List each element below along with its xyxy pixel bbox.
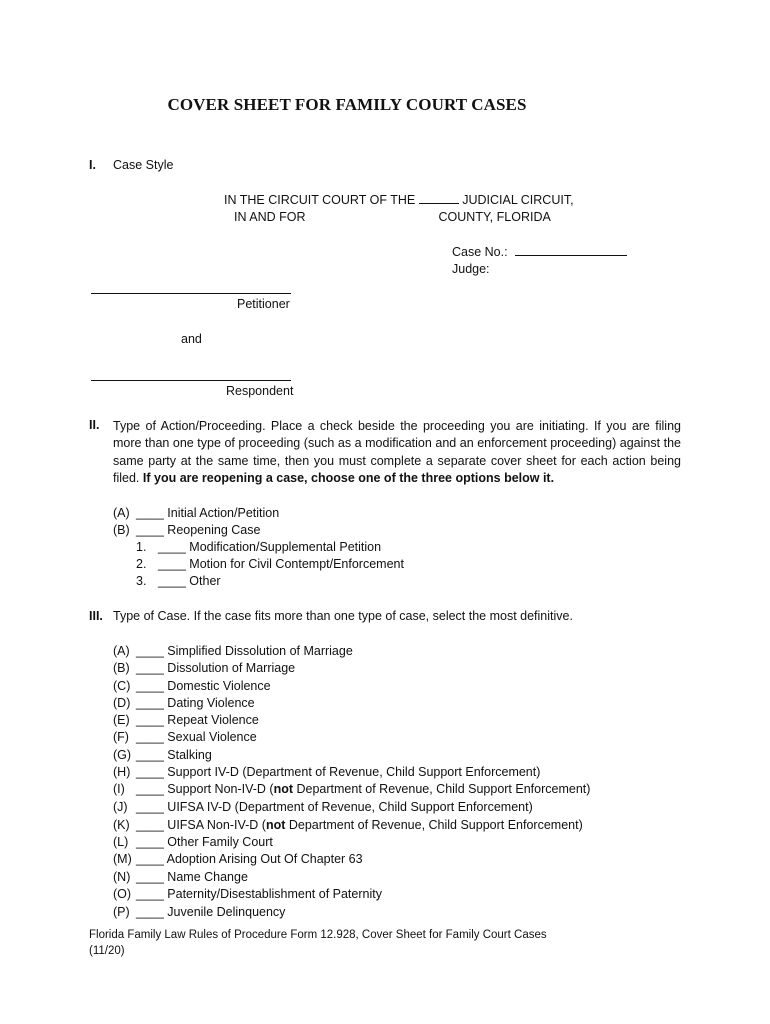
petitioner-label: Petitioner — [237, 297, 290, 311]
case-type-letter: (C) — [113, 679, 131, 693]
case-type-blank[interactable]: ____ — [136, 730, 164, 744]
option-label: Reopening Case — [167, 523, 261, 537]
section-1-number: I. — [89, 158, 96, 172]
case-type-dating-violence[interactable] — [136, 696, 255, 710]
case-type-dissolution[interactable] — [136, 661, 295, 675]
case-type-blank[interactable]: ____ — [136, 713, 164, 727]
case-type-label: Dating Violence — [167, 696, 255, 710]
case-type-label: Domestic Violence — [167, 679, 271, 693]
case-type-label: Simplified Dissolution of Marriage — [167, 644, 353, 658]
judicial-circuit-blank[interactable] — [419, 192, 459, 204]
case-type-juvenile-delinquency[interactable] — [136, 905, 285, 919]
option-letter-a: (A) — [113, 506, 130, 520]
case-number-field[interactable] — [515, 244, 627, 256]
page-footer — [89, 927, 589, 959]
case-type-label: Name Change — [167, 870, 248, 884]
suboption-blank[interactable]: ____ — [158, 557, 186, 571]
suboption-label: Other — [189, 574, 221, 588]
case-type-blank[interactable]: ____ — [136, 870, 164, 884]
case-type-letter: (J) — [113, 800, 128, 814]
case-type-stalking[interactable] — [136, 748, 212, 762]
case-type-letter: (H) — [113, 765, 131, 779]
court-line-2-end: COUNTY, FLORIDA — [438, 210, 551, 224]
section-2-text: Type of Action/Proceeding. Place a check beside the proceeding you are initiating. If you are filing more than one type of proceeding (such as a modification and an enforcement proceeding) against the same party at the same time, then you must complete a separate cover sheet for each action being filed. — [113, 419, 681, 486]
section-1-heading: Case Style — [113, 158, 174, 172]
case-type-letter: (D) — [113, 696, 131, 710]
option-reopening-case[interactable] — [136, 523, 260, 537]
suboption-label: Modification/Supplemental Petition — [189, 540, 382, 554]
suboption-modification[interactable] — [158, 540, 381, 554]
case-number-label: Case No.: — [452, 245, 508, 259]
case-type-label: Other Family Court — [167, 835, 273, 849]
case-type-blank[interactable]: ____ — [136, 818, 164, 832]
case-type-label: Support Non-IV-D (not Department of Revenue, Child Support Enforcement) — [167, 782, 591, 796]
and-label: and — [181, 332, 202, 346]
case-type-blank[interactable]: ____ — [136, 782, 164, 796]
judge-label: Judge: — [452, 262, 490, 276]
case-type-letter: (F) — [113, 730, 129, 744]
case-type-blank[interactable]: ____ — [136, 835, 164, 849]
court-line-2-start: IN AND FOR — [234, 210, 306, 224]
footer-form-reference: Florida Family Law Rules of Procedure Form 12.928, Cover Sheet for Family Court Cases — [89, 929, 547, 941]
case-type-blank[interactable]: ____ — [136, 852, 164, 866]
case-type-sexual-violence[interactable] — [136, 730, 257, 744]
option-blank[interactable]: ____ — [136, 506, 164, 520]
case-type-letter: (B) — [113, 661, 130, 675]
court-line-2 — [234, 210, 551, 224]
suboption-blank[interactable]: ____ — [158, 574, 186, 588]
case-type-label: Paternity/Disestablishment of Paternity — [167, 887, 382, 901]
respondent-line[interactable] — [91, 380, 291, 381]
suboption-number-2: 2. — [136, 557, 147, 571]
judge-row — [452, 262, 619, 276]
case-type-letter: (L) — [113, 835, 129, 849]
page-title: COVER SHEET FOR FAMILY COURT CASES — [167, 95, 527, 114]
case-type-label: Adoption Arising Out Of Chapter 63 — [166, 852, 363, 866]
suboption-label: Motion for Civil Contempt/Enforcement — [189, 557, 404, 571]
case-type-name-change[interactable] — [136, 870, 248, 884]
case-type-letter: (K) — [113, 818, 130, 832]
case-type-blank[interactable]: ____ — [136, 748, 164, 762]
court-line-1-end: JUDICIAL CIRCUIT, — [462, 193, 574, 207]
case-type-support-iv-d[interactable] — [136, 765, 540, 779]
case-type-simplified-dissolution[interactable] — [136, 644, 353, 658]
case-number-row — [452, 244, 627, 259]
case-type-letter: (I) — [113, 782, 125, 796]
case-type-letter: (N) — [113, 870, 131, 884]
option-letter-b: (B) — [113, 523, 130, 537]
case-type-blank[interactable]: ____ — [136, 644, 164, 658]
case-type-blank[interactable]: ____ — [136, 905, 164, 919]
case-type-domestic-violence[interactable] — [136, 679, 271, 693]
suboption-number-3: 3. — [136, 574, 147, 588]
case-type-repeat-violence[interactable] — [136, 713, 259, 727]
case-type-letter: (O) — [113, 887, 132, 901]
option-blank[interactable]: ____ — [136, 523, 164, 537]
case-type-label: Support IV-D (Department of Revenue, Child Support Enforcement) — [167, 765, 541, 779]
suboption-number-1: 1. — [136, 540, 147, 554]
section-3-instructions: Type of Case. If the case fits more than one type of case, select the most definitive. — [113, 609, 573, 623]
respondent-label: Respondent — [226, 384, 294, 398]
option-label: Initial Action/Petition — [167, 506, 280, 520]
case-type-support-non-iv-d[interactable] — [136, 782, 590, 796]
case-type-blank[interactable]: ____ — [136, 765, 164, 779]
petitioner-line[interactable] — [91, 293, 291, 294]
case-type-blank[interactable]: ____ — [136, 679, 164, 693]
case-type-letter: (A) — [113, 644, 130, 658]
case-type-blank[interactable]: ____ — [136, 887, 164, 901]
section-3-number: III. — [89, 609, 103, 623]
case-type-adoption[interactable] — [136, 852, 363, 866]
case-type-uifsa-non-iv-d[interactable] — [136, 818, 583, 832]
case-type-label: Juvenile Delinquency — [167, 905, 286, 919]
case-type-label: Repeat Violence — [167, 713, 259, 727]
case-type-letter: (E) — [113, 713, 130, 727]
case-type-label: Dissolution of Marriage — [167, 661, 296, 675]
case-type-blank[interactable]: ____ — [136, 696, 164, 710]
case-type-label: UIFSA Non-IV-D (not Department of Revenue, Child Support Enforcement) — [167, 818, 583, 832]
case-type-label: Sexual Violence — [167, 730, 257, 744]
suboption-contempt[interactable] — [158, 557, 404, 571]
section-2-instructions — [113, 418, 681, 488]
case-type-letter: (M) — [113, 852, 132, 866]
footer-revision-date: (11/20) — [89, 945, 125, 957]
option-initial-action[interactable] — [136, 506, 279, 520]
section-2-number: II. — [89, 418, 100, 432]
case-type-blank[interactable]: ____ — [136, 800, 164, 814]
case-type-letter: (G) — [113, 748, 132, 762]
suboption-other[interactable] — [158, 574, 221, 588]
court-line-1 — [224, 192, 574, 207]
case-type-blank[interactable]: ____ — [136, 661, 164, 675]
case-type-paternity[interactable] — [136, 887, 382, 901]
suboption-blank[interactable]: ____ — [158, 540, 186, 554]
case-type-uifsa-iv-d[interactable] — [136, 800, 533, 814]
case-type-label: UIFSA IV-D (Department of Revenue, Child Support Enforcement) — [167, 800, 533, 814]
court-line-1-start: IN THE CIRCUIT COURT OF THE — [224, 193, 416, 207]
section-2-bold-text: If you are reopening a case, choose one of the three options below it. — [142, 471, 555, 486]
case-type-letter: (P) — [113, 905, 130, 919]
case-type-label: Stalking — [167, 748, 212, 762]
case-type-other-family-court[interactable] — [136, 835, 273, 849]
